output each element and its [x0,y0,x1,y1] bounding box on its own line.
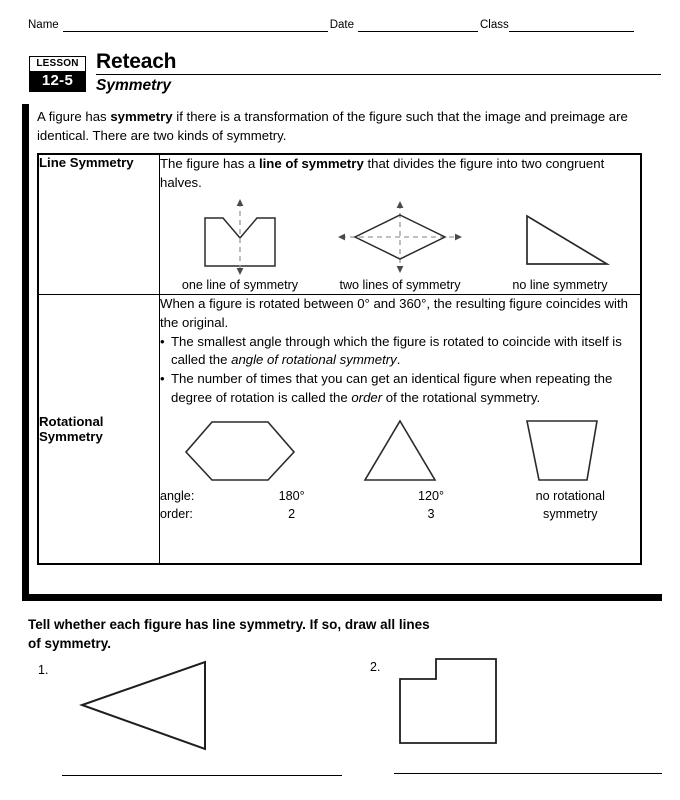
left-pointing-triangle-icon [62,652,222,762]
notched-rectangle-icon [175,196,305,276]
line-figure-2-caption: two lines of symmetry [339,278,461,293]
intro-paragraph [37,108,637,145]
intro-term-symmetry: symmetry [110,109,173,124]
exercise-instruction [28,616,588,654]
trapezoid-icon [495,414,625,486]
exercise-instruction-line1: Tell whether each figure has line symmetry. If so, draw all lines [28,617,430,632]
answer-line-2[interactable] [394,773,662,774]
rotational-bullet-2 [160,370,640,407]
rotational-angle-1: 180° [278,488,305,503]
rotational-figure-row [160,414,640,486]
bullet-1-after: . [396,352,401,368]
rotational-nosymmetry-line1: no rotational [535,488,605,503]
page-title: Reteach [96,50,177,73]
line-symmetry-description [160,155,640,192]
lesson-badge-number: 12-5 [30,71,85,91]
name-input-line[interactable] [63,18,328,32]
name-label: Name [28,19,59,31]
equilateral-triangle-icon [335,414,465,486]
rotational-key-order: order: [160,506,193,521]
rotational-key-angle: angle: [160,488,195,503]
line-symmetry-figure-row [160,196,640,294]
line-figure-2 [320,196,480,294]
lesson-badge [29,56,86,92]
right-triangle-icon [495,196,625,276]
date-input-line[interactable] [358,18,478,32]
bullet-2-after: of the rotational symmetry. [382,389,541,405]
answer-line-1[interactable] [62,775,342,776]
ls-term-line-of-symmetry: line of symmetry [258,156,364,171]
bullet-1-before: The smallest angle through which the figure is rotated to coincide with itself is called the [171,333,622,368]
lesson-badge-word: LESSON [30,57,85,71]
row-label-line-symmetry: Line Symmetry [39,155,160,295]
rotational-nosymmetry-line2: symmetry [543,506,598,521]
date-label: Date [329,19,354,31]
table-row-line-symmetry [39,155,641,295]
table-row-rotational-symmetry [39,295,641,564]
line-figure-1 [160,196,320,294]
line-figure-1-caption: one line of symmetry [181,278,299,293]
bullet-2-before: The number of times that you can get an identical figure when repeating the degree of rotation is called the [171,371,613,405]
title-divider [96,74,661,75]
ls-desc-before: The figure has a [160,156,259,171]
ls-desc-after: that divides the figure into two congruent halves. [160,156,605,190]
rotational-figure-3 [480,414,640,486]
intro-text-after: if there is a transformation of the figure such that the image and preimage are identical. There are two kinds of symmetry. [37,109,628,143]
line-figure-3-caption: no line symmetry [512,278,608,293]
class-input-line[interactable] [509,18,634,32]
rotational-bullet-1 [160,333,640,370]
hexagon-icon [170,414,310,486]
concept-table [37,153,642,565]
rotational-order-2: 3 [427,506,435,521]
rotational-order-row [160,506,640,522]
student-info-row [28,18,662,32]
row-label-rotational-line2: Symmetry [39,429,103,445]
bullet-1-term: angle of rotational symmetry [231,352,397,368]
notched-square-icon [392,650,532,760]
rotational-intro: When a figure is rotated between 0° and 360°, the resulting figure coincides with the original. [160,296,628,330]
exercise-number-1: 1. [38,663,49,677]
line-figure-3 [480,196,640,294]
frame-left-bar [22,104,29,601]
rotational-order-1: 2 [288,506,296,521]
page-subtitle: Symmetry [96,77,171,94]
rotational-figure-2 [320,414,480,486]
row-label-rotational-line1: Rotational [39,414,104,430]
row-body-line-symmetry [160,155,641,295]
bullet-2-term: order [351,389,383,405]
rhombus-icon [325,196,475,276]
rotational-figure-1 [160,414,320,486]
rotational-bullet-list [160,333,640,408]
exercise-instruction-line2: of symmetry. [28,635,112,651]
frame-bottom-bar [22,594,662,601]
row-body-rotational-symmetry [160,295,641,564]
intro-text-before: A figure has [37,109,111,124]
rotational-angle-2: 120° [417,488,445,503]
exercise-number-2: 2. [370,660,381,674]
row-label-rotational-symmetry [39,295,160,564]
class-label: Class [479,19,509,31]
rotational-angle-row [160,488,640,504]
